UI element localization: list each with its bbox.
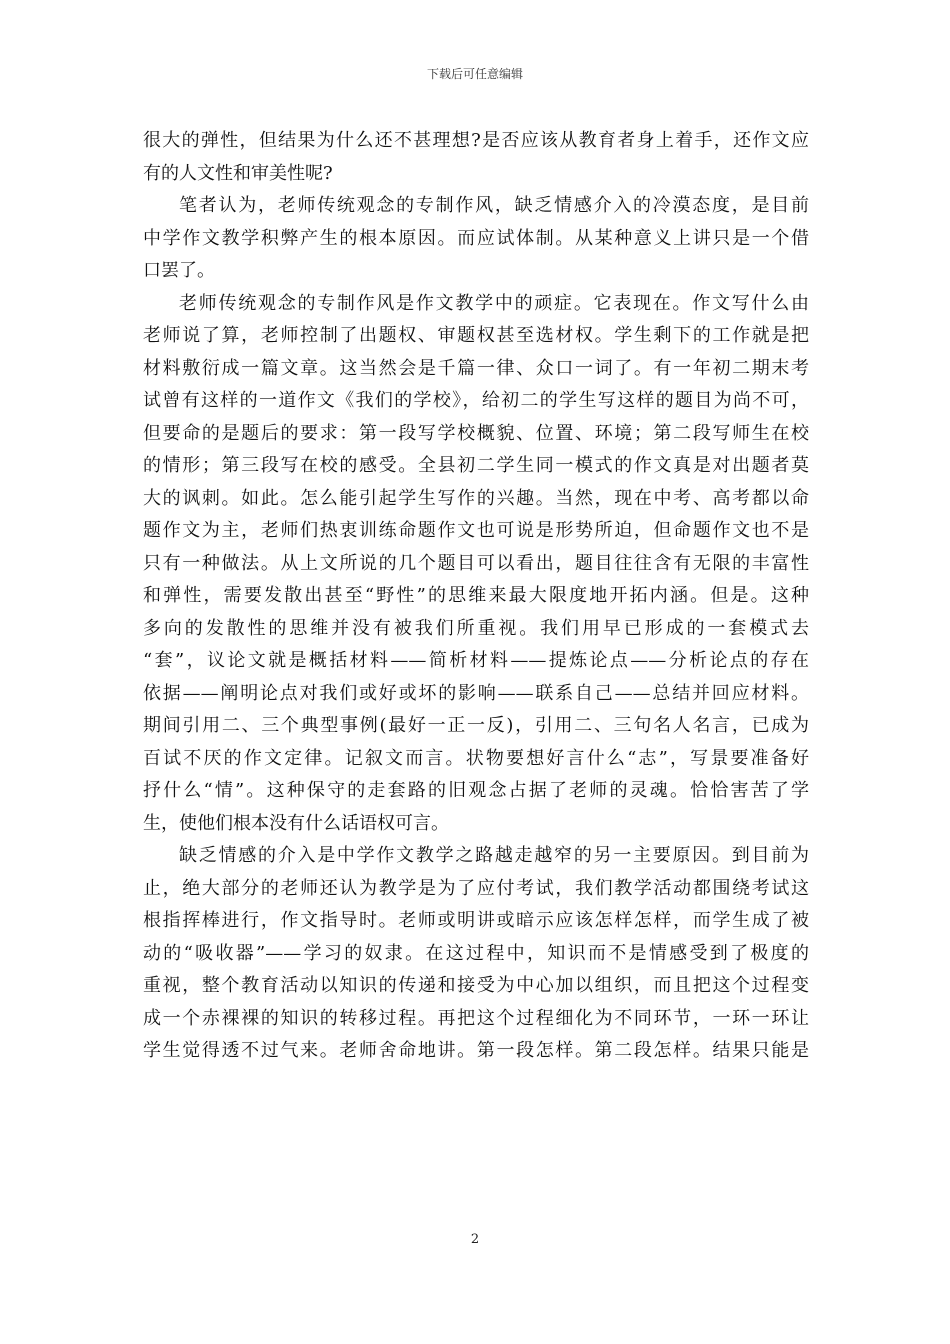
text-line: 但要命的是题后的要求：第一段写学校概貌、位置、环境；第二段写师生在校	[143, 422, 809, 444]
text-line: 有的人文性和审美性呢?	[143, 162, 333, 184]
text-line: 和弹性，需要发散出甚至“野性”的思维来最大限度地开拓内涵。但是。这种	[143, 585, 809, 606]
text-line: 止，绝大部分的老师还认为教学是为了应付考试，我们教学活动都围绕考试这	[143, 877, 809, 899]
text-line: 很大的弹性，但结果为什么还不甚理想?是否应该从教育者身上着手，还作文应	[143, 130, 809, 151]
paragraph	[143, 288, 809, 841]
text-line: 学生觉得透不过气来。老师舍命地讲。第一段怎样。第二段怎样。结果只能是	[143, 1040, 809, 1061]
text-line: 题作文为主，老师们热衷训练命题作文也可说是形势所迫，但命题作文也不是	[143, 520, 809, 541]
text-line: 抒什么“情”。这种保守的走套路的旧观念占据了老师的灵魂。恰恰害苦了学	[143, 780, 809, 801]
text-line: 中学作文教学积弊产生的根本原因。而应试体制。从某种意义上讲只是一个借	[143, 227, 809, 249]
page-header: 下载后可任意编辑	[426, 67, 523, 81]
text-line: 百试不厌的作文定律。记叙文而言。状物要想好言什么“志”，写景要准备好	[143, 747, 809, 769]
paragraph	[143, 190, 809, 288]
text-line: 大的讽刺。如此。怎么能引起学生写作的兴趣。当然，现在中考、高考都以命	[143, 487, 809, 509]
text-line: 试曾有这样的一道作文《我们的学校》，给初二的学生写这样的题目为尚不可，	[143, 390, 809, 411]
text-line: 笔者认为，老师传统观念的专制作风，缺乏情感介入的冷漠态度，是目前	[179, 195, 809, 216]
text-line: 生，使他们根本没有什么话语权可言。	[143, 812, 449, 834]
text-line: 重视，整个教育活动以知识的传递和接受为中心加以组织，而且把这个过程变	[143, 975, 809, 996]
text-line: 口罢了。	[143, 260, 215, 281]
text-line: 老师说了算，老师控制了出题权、审题权甚至选材权。学生剩下的工作就是把	[143, 325, 809, 346]
text-line: 老师传统观念的专制作风是作文教学中的顽症。它表现在。作文写什么由	[179, 292, 809, 314]
document-body	[143, 125, 809, 1068]
text-line: 多向的发散性的思维并没有被我们所重视。我们用早已形成的一套模式去	[143, 617, 809, 639]
page-number: 2	[470, 1232, 480, 1247]
text-line: 期间引用二、三个典型事例(最好一正一反)，引用二、三句名人名言，已成为	[143, 715, 809, 736]
text-line: 材料敷衍成一篇文章。这当然会是千篇一律、众口一词了。有一年初二期末考	[143, 357, 809, 379]
text-line: 依据——阐明论点对我们或好或坏的影响——联系自己——总结并回应材料。	[143, 682, 809, 704]
text-line: 根指挥棒进行，作文指导时。老师或明讲或暗示应该怎样怎样，而学生成了被	[143, 910, 809, 931]
text-line: “套”，议论文就是概括材料——简析材料——提炼论点——分析论点的存在	[143, 650, 809, 671]
text-line: 动的“吸收器”——学习的奴隶。在这过程中，知识而不是情感受到了极度的	[143, 942, 809, 964]
text-line: 的情形；第三段写在校的感受。全县初二学生同一模式的作文真是对出题者莫	[143, 455, 809, 476]
paragraph	[143, 125, 809, 190]
text-line: 成一个赤裸裸的知识的转移过程。再把这个过程细化为不同环节，一环一环让	[143, 1007, 809, 1029]
text-line: 缺乏情感的介入是中学作文教学之路越走越窄的另一主要原因。到目前为	[179, 845, 809, 866]
text-line: 只有一种做法。从上文所说的几个题目可以看出，题目往往含有无限的丰富性	[143, 552, 809, 574]
paragraph	[143, 840, 809, 1068]
